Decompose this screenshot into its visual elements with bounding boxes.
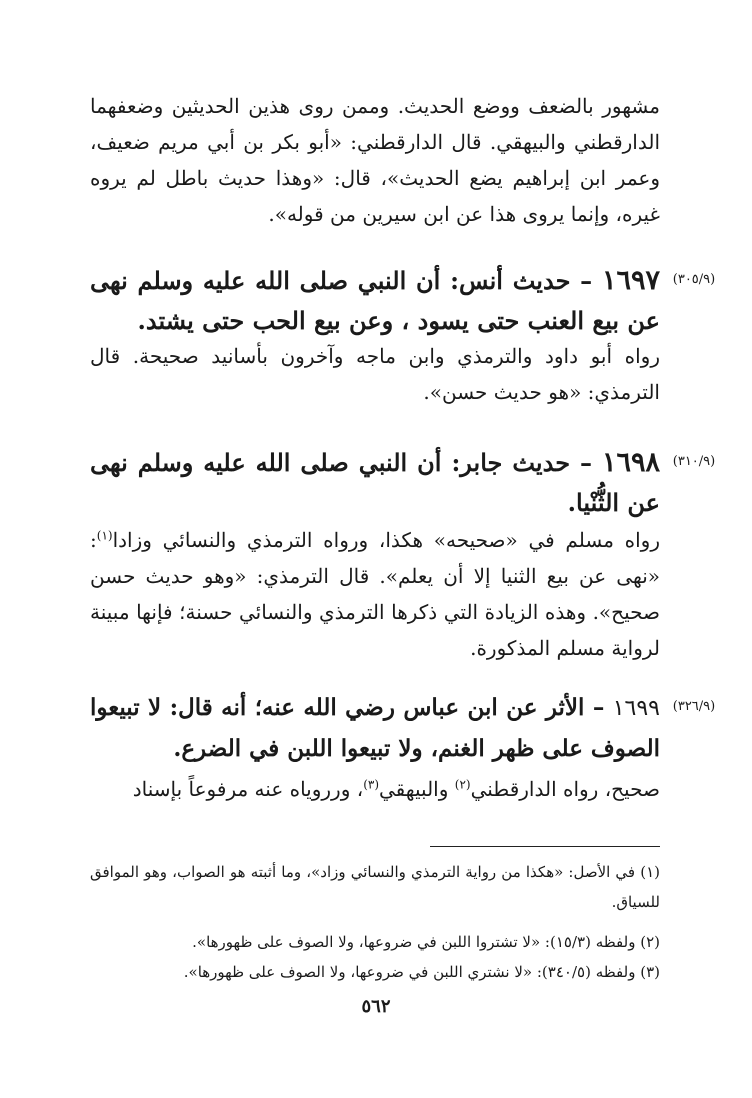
hadith-1698-heading bbox=[90, 443, 660, 523]
footnote-ref-2[interactable]: (٢) bbox=[454, 777, 471, 792]
footnote-3: (٣) ولفظه (٣٤٠/٥): «لا نشتري اللبن في ضروعها، ولا الصوف على ظهورها». bbox=[183, 963, 660, 981]
commentary-text: : «نهى عن بيع الثنيا إلا أن يعلم». قال الترمذي: «وهو حديث حسن صحيح». وهذه الزيادة التي ذكرها الترمذي والنسائي حسنة؛ فإنها مبينة لرواية مسلم المذكورة. bbox=[90, 528, 660, 660]
hadith-1699-commentary bbox=[90, 771, 660, 807]
hadith-1697-commentary: رواه أبو داود والترمذي وابن ماجه وآخرون بأسانيد صحيحة. قال الترمذي: «هو حديث حسن». bbox=[90, 344, 660, 404]
footnote-divider bbox=[430, 846, 660, 847]
volume-page-ref-1697: (٣٠٥/٩) bbox=[672, 272, 716, 287]
hadith-text: – حديث جابر: أن النبي صلى الله عليه وسلم نهى عن الثُّنْيا. bbox=[90, 448, 660, 517]
volume-page-ref-1699: (٣٢٦/٩) bbox=[672, 699, 716, 714]
hadith-number: ١٦٩٨ bbox=[601, 447, 660, 478]
footnote-ref-1[interactable]: (١) bbox=[96, 528, 113, 543]
hadith-text: – حديث أنس: أن النبي صلى الله عليه وسلم نهى عن بيع العنب حتى يسود ، وعن بيع الحب حتى يشتد. bbox=[90, 266, 660, 335]
hadith-1698-commentary bbox=[90, 522, 660, 666]
hadith-number: ١٦٩٩ bbox=[612, 696, 660, 721]
hadith-1697-heading bbox=[90, 261, 660, 341]
commentary-text: والبيهقي bbox=[379, 777, 455, 801]
intro-paragraph: مشهور بالضعف ووضع الحديث. وممن روى هذين الحديثين وضعفهما الدارقطني والبيهقي. قال الدارقطني: «أبو بكر بن أبي مريم ضعيف، وعمر ابن إبراهيم يضع الحديث»، قال: «وهذا حديث باطل لم يروه غيره، وإنما يروى هذا عن ابن سيرين من قوله». bbox=[90, 94, 660, 226]
hadith-text: – الأثر عن ابن عباس رضي الله عنه؛ أنه قال: لا تبيعوا الصوف على ظهر الغنم، ولا تبيعوا اللبن في الضرع. bbox=[90, 694, 660, 762]
hadith-number: ١٦٩٧ bbox=[601, 265, 660, 296]
commentary-text: ، ورروياه عنه مرفوعاً بإسناد bbox=[132, 777, 364, 801]
volume-page-ref-1698: (٣١٠/٩) bbox=[672, 454, 716, 469]
footnote-ref-3[interactable]: (٣) bbox=[363, 777, 380, 792]
footnote-1: (١) في الأصل: «هكذا من رواية الترمذي والنسائي وزاد»، وما أثبته هو الصواب، وهو الموافق للسياق. bbox=[90, 863, 660, 911]
commentary-text: صحيح، رواه الدارقطني bbox=[470, 777, 660, 801]
hadith-1699-heading bbox=[90, 688, 660, 769]
commentary-text: رواه مسلم في «صحيحه» هكذا، ورواه الترمذي والنسائي وزادا bbox=[112, 528, 660, 552]
footnote-2: (٢) ولفظه (١٥/٣): «لا تشتروا اللبن في ضروعها، ولا الصوف على ظهورها». bbox=[192, 933, 660, 951]
page-number: ٥٦٢ bbox=[361, 996, 391, 1017]
